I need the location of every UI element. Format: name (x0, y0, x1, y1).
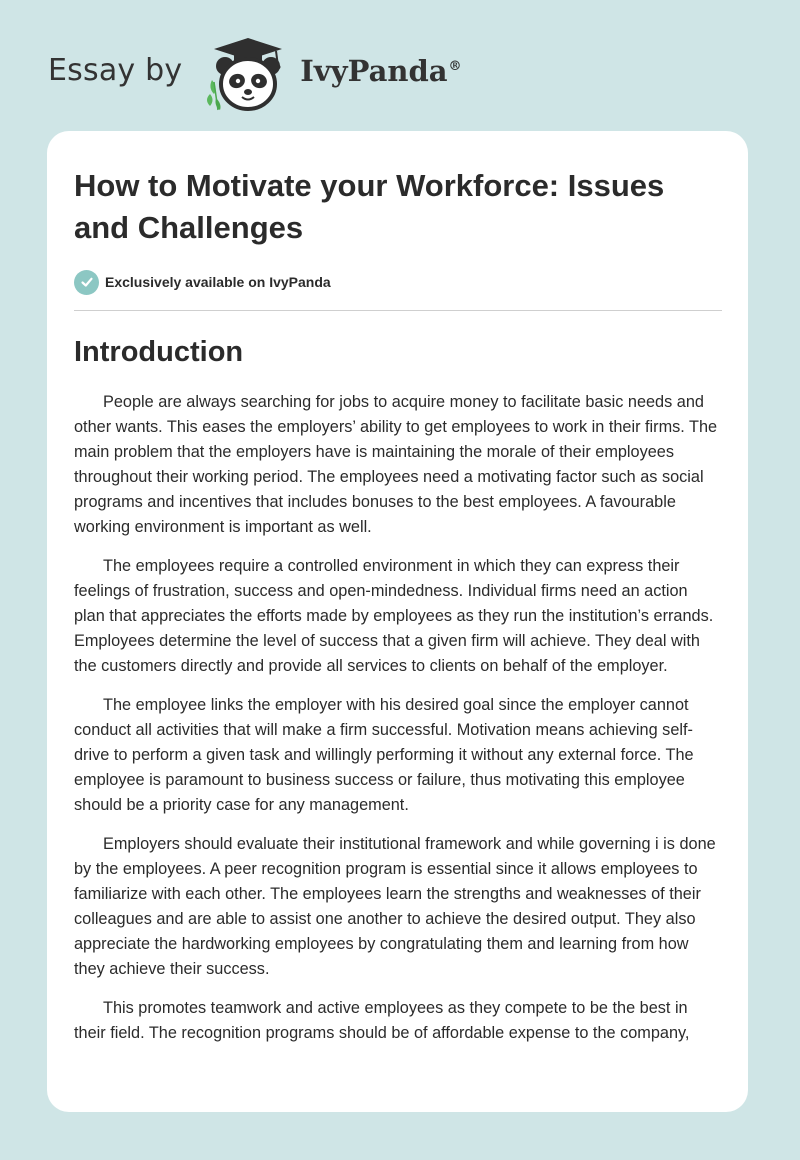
check-icon (74, 270, 99, 295)
badge-label: Exclusively available on IvyPanda (105, 274, 331, 290)
paragraph: The employees require a controlled environment in which they can express their feelings of frustration, success and open-mindedness. Individual firms need an action plan that appreciates the efforts made by employees as they run the institution’s errands. Employees determine the level of success that a given firm will achieve. They deal with the customers directly and provide all services to clients on behalf of the employer. (74, 557, 714, 675)
exclusive-badge (74, 268, 722, 296)
divider (74, 310, 722, 311)
paragraph: Employers should evaluate their institutional framework and while governing i is done by the employees. A peer recognition program is essential since it allows employees to familiarize with each other. The employees learn the strengths and weaknesses of their colleagues and are able to assist one another to achieve the desired output. They also appreciate the hardworking employees by congratulating them and learning from how they achieve their success. (74, 835, 716, 978)
section-heading: Introduction (74, 336, 244, 368)
paragraph: People are always searching for jobs to acquire money to facilitate basic needs and other wants. This eases the employers’ ability to get employees to work in their firms. The main problem that the employers have is maintaining the morale of their employees throughout their working period. The employees need a motivating factor such as social programs and incentives that includes bonuses to the best employees. A favourable working environment is important as well. (74, 393, 718, 536)
registered-mark: ® (448, 59, 462, 75)
essay-by-label: Essay by (48, 52, 183, 88)
essay-content (74, 131, 722, 1060)
site-header (48, 34, 462, 114)
page-title: How to Motivate your Workforce: Issues and Challenges (74, 168, 665, 245)
essay-body (74, 390, 722, 1046)
paragraph: The employee links the employer with his desired goal since the employer cannot conduct all activities that will make a firm successful. Motivation means achieving self-drive to perform a given task and willingly performing it without any external force. The employee is paramount to business success or failure, thus motivating this employee should be a priority case for any management. (74, 696, 694, 814)
paragraph: This promotes teamwork and active employees as they compete to be the best in their field. The recognition programs should be of affordable expense to the company, (74, 999, 690, 1042)
essay-card (47, 131, 748, 1112)
brand-name[interactable]: IvyPanda® (300, 54, 462, 88)
ivypanda-logo-icon[interactable] (198, 36, 294, 112)
